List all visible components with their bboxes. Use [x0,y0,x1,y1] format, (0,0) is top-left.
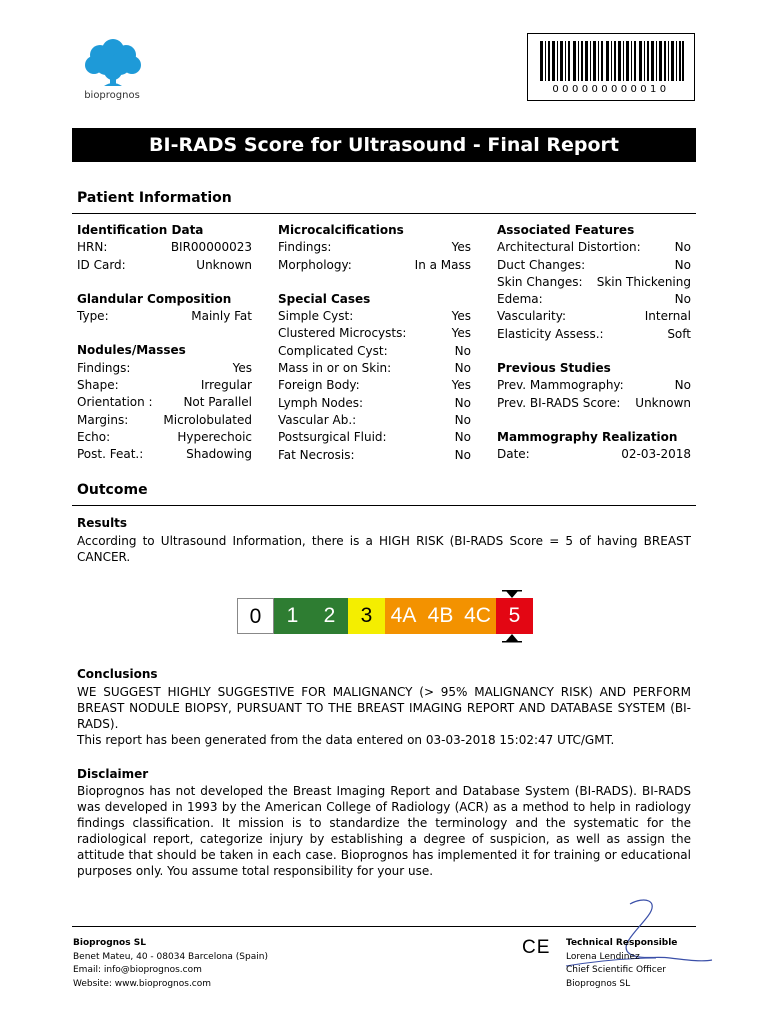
spacer [278,274,471,291]
field-row [278,239,471,256]
field-value: Yes [451,309,471,324]
spacer [497,412,691,429]
field-row [278,412,471,429]
field-row [77,429,252,446]
group-heading-text: Mammography Realization [497,429,678,444]
barcode-number: 000000000010 [552,84,670,95]
report-title: BI-RADS Score for Ultrasound - Final Report [72,128,696,162]
results-label: Results [77,516,128,530]
field-label: Architectural Distortion: [497,240,641,255]
field-label: Morphology: [278,257,352,272]
score-cell-5: 5 [496,598,533,634]
field-row [497,377,691,394]
spacer [497,343,691,360]
field-label: Findings: [278,240,332,255]
field-label: Prev. Mammography: [497,378,624,393]
field-label: Fat Necrosis: [278,447,355,462]
field-label: Edema: [497,292,543,307]
field-row [77,412,252,429]
group-heading-text: Glandular Composition [77,291,232,306]
field-value: No [674,240,691,255]
ce-mark-icon: CE [522,937,551,958]
patient-info-column-1 [77,222,252,464]
field-label: HRN: [77,240,108,255]
score-cell-1: 1 [274,598,311,634]
footer-website: Website: www.bioprognos.com [73,978,212,989]
field-row [77,360,252,377]
field-row [278,343,471,360]
field-value: No [674,378,691,393]
score-cell-3: 3 [348,598,385,634]
field-value: No [674,292,691,307]
field-row [278,395,471,412]
outcome-heading: Outcome [77,482,148,498]
field-group-heading [278,222,471,239]
field-value: Unknown [635,395,691,410]
field-value: Irregular [200,378,252,393]
field-value: Unknown [196,257,252,272]
field-label: ID Card: [77,257,126,272]
field-row [497,239,691,256]
field-value: BIR00000023 [170,240,252,255]
field-label: Complicated Cyst: [278,343,388,358]
field-label: Prev. BI-RADS Score: [497,395,621,410]
field-label: Elasticity Assess.: [497,326,604,341]
patient-info-column-2 [278,222,471,464]
patient-info-heading: Patient Information [77,190,232,206]
field-row [278,447,471,464]
outcome-divider [72,505,696,506]
conclusions-text: WE SUGGEST HIGHLY SUGGESTIVE FOR MALIGNANCY (> 95% MALIGNANCY RISK) AND PERFORM BREAST NODULE BIOPSY, PURSUANT TO THE BREAST IMAGING REPORT AND DATABASE SYSTEM (BI-RADS). [77,685,691,731]
field-value: Yes [451,240,471,255]
field-label: Shape: [77,378,119,393]
field-row [497,308,691,325]
field-group-heading [497,222,691,239]
field-label: Vascular Ab.: [278,412,357,427]
field-row [278,257,471,274]
field-value: No [454,343,471,358]
field-row [497,446,691,463]
field-row [77,239,252,256]
field-group-heading [497,360,691,377]
field-row [278,308,471,325]
field-value: Yes [451,326,471,341]
patient-info-column-3 [497,222,691,464]
field-value: Soft [667,326,691,341]
field-label: Foreign Body: [278,378,360,393]
field-label: Vascularity: [497,309,567,324]
field-value: Microlobulated [163,412,252,427]
field-row [278,429,471,446]
group-heading-text: Microcalcifications [278,223,404,237]
field-value: No [454,361,471,376]
field-label: Date: [497,447,530,462]
group-heading-text: Special Cases [278,291,371,306]
field-row [77,308,252,325]
field-value: 02-03-2018 [621,447,691,462]
conclusions-label: Conclusions [77,667,158,681]
responsible-title: Technical Responsible [566,938,678,948]
barcode [527,33,695,101]
group-heading-text: Associated Features [497,223,635,237]
spacer [77,274,252,291]
field-value: Yes [451,378,471,393]
birads-score-scale [237,598,533,634]
field-value: Internal [644,309,691,324]
field-value: No [454,395,471,410]
field-value: Yes [232,360,252,375]
group-heading-text: Nodules/Masses [77,343,186,358]
generated-text: This report has been generated from the data entered on 03-03-2018 15:02:47 UTC/GMT. [77,733,615,747]
patient-info-divider [72,213,696,214]
score-marker-bottom-icon [502,634,522,643]
field-row [77,394,252,411]
field-label: Post. Feat.: [77,447,144,462]
field-value: In a Mass [414,257,471,272]
group-heading-text: Identification Data [77,223,204,237]
score-marker-top-icon [502,590,522,598]
technical-responsible-block [566,937,677,991]
field-row [497,326,691,343]
field-value: Not Parallel [183,395,252,410]
field-label: Skin Changes: [497,274,583,289]
field-row [278,377,471,394]
field-group-heading [77,342,252,359]
field-group-heading [278,291,471,308]
field-row [77,377,252,394]
spacer [77,325,252,342]
field-value: Skin Thickening [596,274,691,289]
field-value: Mainly Fat [191,309,252,324]
responsible-role: Chief Scientific Officer [566,965,666,975]
responsible-name: Lorena Lendinez [566,951,640,962]
field-label: Orientation : [77,395,153,410]
brand-name: bioprognos [84,90,140,101]
footer-email: Email: info@bioprognos.com [73,965,202,975]
field-row [497,257,691,274]
field-value: Hyperechoic [177,429,252,444]
field-value: No [454,412,471,427]
field-group-heading [497,429,691,446]
footer-company-name: Bioprognos SL [73,938,146,948]
field-value: No [454,430,471,445]
footer-company-block [73,937,268,991]
field-label: Lymph Nodes: [278,395,364,410]
field-row [77,257,252,274]
disclaimer-label: Disclaimer [77,767,149,781]
score-cell-4c: 4C [459,598,496,634]
field-label: Simple Cyst: [278,309,354,324]
score-cell-2: 2 [311,598,348,634]
field-group-heading [77,291,252,308]
field-value: No [454,447,471,462]
group-heading-text: Previous Studies [497,361,611,376]
responsible-company: Bioprognos SL [566,978,631,989]
field-row [497,395,691,412]
score-cell-4a: 4A [385,598,422,634]
field-row [278,360,471,377]
field-label: Clustered Microcysts: [278,326,407,341]
field-label: Duct Changes: [497,257,586,272]
disclaimer-text: Bioprognos has not developed the Breast Imaging Report and Database System (BI-RADS). BI-RADS was developed in 1993 by the American College of Radiology (ACR) as a method to help in radiology findings classification. It mission is to standardize the terminology and the systematic for the radiological report, categorize injury by establishing a degree of suspicion, as well as assign the attitude that should be taken in each case. Bioprognos has implemented it for training or educational purposes only. You assume total responsibility for your use. [77,784,691,878]
footer-address: Benet Mateu, 40 - 08034 Barcelona (Spain) [73,951,268,962]
field-row [497,291,691,308]
barcode-bars [540,41,684,81]
field-label: Margins: [77,412,129,427]
field-label: Echo: [77,429,111,444]
score-cell-0: 0 [237,598,274,634]
field-row [497,274,691,291]
results-text: According to Ultrasound Information, there is a HIGH RISK (BI-RADS Score = 5 of having BREAST CANCER. [77,534,691,564]
field-row [278,325,471,342]
field-label: Postsurgical Fluid: [278,430,387,445]
field-group-heading [77,222,252,239]
field-value: No [674,257,691,272]
field-label: Type: [77,309,109,324]
field-label: Mass in or on Skin: [278,361,392,376]
field-label: Findings: [77,360,131,375]
score-cell-4b: 4B [422,598,459,634]
field-row [77,446,252,463]
field-value: Shadowing [186,447,252,462]
